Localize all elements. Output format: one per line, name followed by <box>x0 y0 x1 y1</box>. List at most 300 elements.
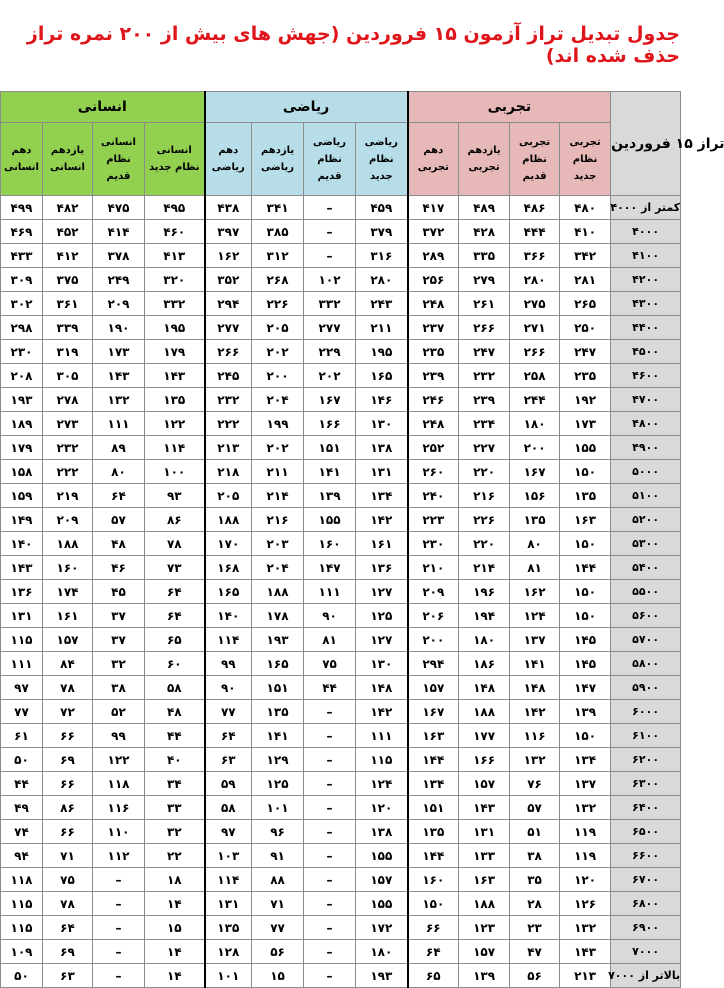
cell-tajrobi-11: ۱۳۳ <box>459 844 510 868</box>
cell-taraz: ۶۷۰۰ <box>611 868 681 892</box>
cell-riazi-10: ۹۰ <box>205 676 252 700</box>
cell-riazi-old: – <box>304 964 356 988</box>
cell-tajrobi-11: ۱۳۹ <box>459 964 510 988</box>
cell-ensani-10: ۱۱۵ <box>1 892 43 916</box>
cell-riazi-11: ۲۲۶ <box>252 292 304 316</box>
cell-tajrobi-new: ۳۴۲ <box>560 244 611 268</box>
cell-tajrobi-new: ۱۳۵ <box>560 484 611 508</box>
table-row <box>1 940 681 964</box>
cell-tajrobi-new: ۱۴۴ <box>560 556 611 580</box>
cell-riazi-10: ۱۳۱ <box>205 892 252 916</box>
cell-taraz: ۶۱۰۰ <box>611 724 681 748</box>
cell-riazi-new: ۱۲۷ <box>356 628 408 652</box>
cell-ensani-11: ۷۸ <box>43 676 93 700</box>
table-row <box>1 796 681 820</box>
cell-ensani-new: ۷۳ <box>145 556 205 580</box>
cell-ensani-10: ۴۹ <box>1 796 43 820</box>
cell-riazi-new: ۳۱۶ <box>356 244 408 268</box>
cell-ensani-11: ۷۱ <box>43 844 93 868</box>
cell-riazi-11: ۷۷ <box>252 916 304 940</box>
cell-tajrobi-new: ۱۱۹ <box>560 844 611 868</box>
cell-ensani-new: ۴۰ <box>145 748 205 772</box>
cell-ensani-old: ۳۷۸ <box>93 244 145 268</box>
cell-tajrobi-old: ۱۳۷ <box>510 628 560 652</box>
cell-ensani-old: ۳۷ <box>93 628 145 652</box>
cell-tajrobi-11: ۱۸۸ <box>459 892 510 916</box>
cell-tajrobi-new: ۱۴۵ <box>560 628 611 652</box>
table-row <box>1 844 681 868</box>
cell-riazi-11: ۳۸۵ <box>252 220 304 244</box>
cell-riazi-new: ۱۵۷ <box>356 868 408 892</box>
table-row <box>1 244 681 268</box>
taraz-column-header: تراز ۱۵ فروردین <box>611 92 681 196</box>
cell-riazi-new: ۱۳۶ <box>356 556 408 580</box>
table-row <box>1 580 681 604</box>
cell-tajrobi-11: ۱۷۷ <box>459 724 510 748</box>
cell-riazi-old: – <box>304 748 356 772</box>
cell-taraz: ۴۰۰۰ <box>611 220 681 244</box>
table-row <box>1 292 681 316</box>
cell-riazi-11: ۲۰۲ <box>252 340 304 364</box>
cell-riazi-new: ۱۲۵ <box>356 604 408 628</box>
table-row <box>1 676 681 700</box>
cell-riazi-new: ۲۴۳ <box>356 292 408 316</box>
cell-riazi-11: ۲۱۶ <box>252 508 304 532</box>
cell-tajrobi-old: ۳۵ <box>510 868 560 892</box>
cell-riazi-10: ۲۰۵ <box>205 484 252 508</box>
cell-ensani-old: – <box>93 892 145 916</box>
table-row <box>1 964 681 988</box>
cell-tajrobi-11: ۲۷۹ <box>459 268 510 292</box>
cell-ensani-old: ۶۴ <box>93 484 145 508</box>
cell-riazi-new: ۱۱۵ <box>356 748 408 772</box>
cell-ensani-old: – <box>93 868 145 892</box>
cell-ensani-new: ۵۸ <box>145 676 205 700</box>
cell-tajrobi-old: ۸۰ <box>510 532 560 556</box>
cell-riazi-10: ۶۳ <box>205 748 252 772</box>
cell-riazi-new: ۱۹۵ <box>356 340 408 364</box>
cell-riazi-old: – <box>304 196 356 220</box>
cell-tajrobi-old: ۲۶۶ <box>510 340 560 364</box>
table-row <box>1 508 681 532</box>
cell-ensani-new: ۴۴ <box>145 724 205 748</box>
cell-ensani-11: ۴۸۲ <box>43 196 93 220</box>
cell-riazi-10: ۱۴۰ <box>205 604 252 628</box>
cell-taraz: ۵۴۰۰ <box>611 556 681 580</box>
cell-ensani-10: ۷۴ <box>1 820 43 844</box>
cell-riazi-old: ۲۷۷ <box>304 316 356 340</box>
cell-tajrobi-new: ۴۱۰ <box>560 220 611 244</box>
table-row <box>1 220 681 244</box>
cell-ensani-new: ۶۰ <box>145 652 205 676</box>
cell-riazi-old: – <box>304 820 356 844</box>
cell-ensani-11: ۳۰۵ <box>43 364 93 388</box>
cell-riazi-new: ۲۱۱ <box>356 316 408 340</box>
cell-riazi-10: ۷۷ <box>205 700 252 724</box>
cell-tajrobi-old: ۳۸ <box>510 844 560 868</box>
cell-tajrobi-new: ۱۳۴ <box>560 748 611 772</box>
cell-taraz: ۴۷۰۰ <box>611 388 681 412</box>
cell-taraz: بالاتر از ۷۰۰۰ <box>611 964 681 988</box>
table-row <box>1 892 681 916</box>
cell-ensani-11: ۳۱۹ <box>43 340 93 364</box>
cell-ensani-11: ۲۲۲ <box>43 460 93 484</box>
cell-ensani-11: ۱۸۸ <box>43 532 93 556</box>
cell-ensani-11: ۴۱۲ <box>43 244 93 268</box>
cell-tajrobi-old: ۱۴۸ <box>510 676 560 700</box>
cell-riazi-10: ۱۱۴ <box>205 628 252 652</box>
cell-tajrobi-10: ۶۵ <box>408 964 459 988</box>
cell-riazi-old: ۷۵ <box>304 652 356 676</box>
cell-riazi-old: – <box>304 868 356 892</box>
cell-ensani-10: ۳۰۹ <box>1 268 43 292</box>
cell-riazi-11: ۱۳۵ <box>252 700 304 724</box>
cell-ensani-11: ۳۶۱ <box>43 292 93 316</box>
cell-ensani-11: ۱۷۴ <box>43 580 93 604</box>
cell-ensani-10: ۱۵۹ <box>1 484 43 508</box>
cell-taraz: ۴۵۰۰ <box>611 340 681 364</box>
cell-ensani-new: ۷۸ <box>145 532 205 556</box>
cell-ensani-11: ۲۰۹ <box>43 508 93 532</box>
cell-ensani-11: ۲۷۸ <box>43 388 93 412</box>
page-title: جدول تبدیل تراز آزمون ۱۵ فروردین (جهش های بیش از ۲۰۰ نمره تراز حذف شده اند) <box>26 23 680 67</box>
cell-riazi-11: ۲۰۴ <box>252 556 304 580</box>
cell-tajrobi-old: ۲۵۸ <box>510 364 560 388</box>
cell-tajrobi-10: ۱۴۴ <box>408 844 459 868</box>
cell-tajrobi-new: ۱۹۲ <box>560 388 611 412</box>
cell-riazi-new: ۱۵۵ <box>356 844 408 868</box>
cell-ensani-11: ۶۹ <box>43 940 93 964</box>
cell-riazi-old: – <box>304 916 356 940</box>
cell-riazi-10: ۲۳۲ <box>205 388 252 412</box>
cell-tajrobi-11: ۱۹۴ <box>459 604 510 628</box>
cell-riazi-old: ۱۶۶ <box>304 412 356 436</box>
cell-riazi-old: ۸۱ <box>304 628 356 652</box>
cell-riazi-new: ۱۴۶ <box>356 388 408 412</box>
cell-ensani-10: ۲۹۸ <box>1 316 43 340</box>
cell-ensani-10: ۶۱ <box>1 724 43 748</box>
subheader-ensani-10: دهم انسانی <box>1 123 43 196</box>
cell-ensani-old: ۵۲ <box>93 700 145 724</box>
cell-ensani-new: ۳۳۲ <box>145 292 205 316</box>
cell-ensani-10: ۱۱۱ <box>1 652 43 676</box>
cell-riazi-old: ۱۵۵ <box>304 508 356 532</box>
table-row <box>1 412 681 436</box>
cell-tajrobi-new: ۱۴۷ <box>560 676 611 700</box>
cell-taraz: ۶۸۰۰ <box>611 892 681 916</box>
cell-tajrobi-old: ۴۴۴ <box>510 220 560 244</box>
cell-ensani-11: ۶۶ <box>43 724 93 748</box>
cell-tajrobi-new: ۲۴۷ <box>560 340 611 364</box>
cell-riazi-10: ۱۶۲ <box>205 244 252 268</box>
cell-tajrobi-old: ۵۶ <box>510 964 560 988</box>
cell-tajrobi-new: ۱۳۲ <box>560 916 611 940</box>
cell-tajrobi-old: ۱۳۵ <box>510 508 560 532</box>
table-row <box>1 316 681 340</box>
cell-ensani-old: – <box>93 916 145 940</box>
group-riazi-header: ریاضی <box>205 92 408 123</box>
cell-tajrobi-10: ۲۰۰ <box>408 628 459 652</box>
cell-ensani-new: ۳۴ <box>145 772 205 796</box>
cell-tajrobi-10: ۱۶۳ <box>408 724 459 748</box>
cell-ensani-new: ۴۱۳ <box>145 244 205 268</box>
cell-riazi-10: ۹۷ <box>205 820 252 844</box>
cell-riazi-11: ۱۵ <box>252 964 304 988</box>
cell-riazi-new: ۳۷۹ <box>356 220 408 244</box>
cell-taraz: ۶۳۰۰ <box>611 772 681 796</box>
cell-tajrobi-11: ۴۲۸ <box>459 220 510 244</box>
cell-riazi-old: – <box>304 724 356 748</box>
cell-tajrobi-new: ۲۵۰ <box>560 316 611 340</box>
cell-taraz: ۴۲۰۰ <box>611 268 681 292</box>
group-ensani-header: انسانی <box>1 92 205 123</box>
cell-riazi-10: ۱۶۵ <box>205 580 252 604</box>
cell-tajrobi-10: ۲۹۴ <box>408 652 459 676</box>
cell-ensani-old: ۸۹ <box>93 436 145 460</box>
cell-riazi-10: ۱۱۴ <box>205 868 252 892</box>
cell-tajrobi-new: ۱۵۵ <box>560 436 611 460</box>
cell-ensani-10: ۱۳۶ <box>1 580 43 604</box>
cell-tajrobi-old: ۵۱ <box>510 820 560 844</box>
cell-tajrobi-10: ۱۴۴ <box>408 748 459 772</box>
cell-taraz: ۵۶۰۰ <box>611 604 681 628</box>
cell-ensani-new: ۱۴ <box>145 892 205 916</box>
cell-tajrobi-10: ۲۳۷ <box>408 316 459 340</box>
cell-tajrobi-11: ۲۲۶ <box>459 508 510 532</box>
cell-taraz: ۴۶۰۰ <box>611 364 681 388</box>
cell-tajrobi-old: ۲۸ <box>510 892 560 916</box>
cell-ensani-11: ۶۹ <box>43 748 93 772</box>
cell-tajrobi-old: ۱۵۶ <box>510 484 560 508</box>
cell-tajrobi-old: ۱۴۱ <box>510 652 560 676</box>
cell-tajrobi-old: ۵۷ <box>510 796 560 820</box>
cell-riazi-new: ۱۶۵ <box>356 364 408 388</box>
cell-ensani-old: ۱۱۲ <box>93 844 145 868</box>
cell-tajrobi-11: ۱۴۳ <box>459 796 510 820</box>
cell-ensani-10: ۱۹۳ <box>1 388 43 412</box>
cell-riazi-10: ۶۴ <box>205 724 252 748</box>
cell-ensani-new: ۱۴ <box>145 940 205 964</box>
cell-riazi-old: ۱۳۹ <box>304 484 356 508</box>
cell-tajrobi-11: ۱۴۸ <box>459 676 510 700</box>
cell-riazi-10: ۳۹۷ <box>205 220 252 244</box>
cell-riazi-new: ۱۳۱ <box>356 460 408 484</box>
cell-tajrobi-11: ۲۶۱ <box>459 292 510 316</box>
cell-riazi-11: ۱۸۸ <box>252 580 304 604</box>
subheader-riazi-new: ریاضی نظام جدید <box>356 123 408 196</box>
cell-riazi-new: ۱۵۵ <box>356 892 408 916</box>
cell-riazi-old: – <box>304 796 356 820</box>
cell-tajrobi-10: ۱۶۷ <box>408 700 459 724</box>
cell-riazi-old: – <box>304 700 356 724</box>
cell-tajrobi-new: ۱۶۳ <box>560 508 611 532</box>
cell-ensani-old: ۴۱۴ <box>93 220 145 244</box>
cell-riazi-old: – <box>304 772 356 796</box>
cell-ensani-10: ۵۰ <box>1 748 43 772</box>
cell-ensani-11: ۶۶ <box>43 820 93 844</box>
cell-tajrobi-old: ۱۱۶ <box>510 724 560 748</box>
cell-riazi-old: – <box>304 844 356 868</box>
cell-riazi-new: ۱۷۲ <box>356 916 408 940</box>
cell-ensani-old: ۱۳۲ <box>93 388 145 412</box>
table-row <box>1 820 681 844</box>
cell-riazi-new: ۱۴۸ <box>356 676 408 700</box>
table-row <box>1 652 681 676</box>
cell-ensani-new: ۱۷۹ <box>145 340 205 364</box>
cell-tajrobi-old: ۷۶ <box>510 772 560 796</box>
cell-riazi-10: ۲۴۵ <box>205 364 252 388</box>
cell-taraz: ۴۳۰۰ <box>611 292 681 316</box>
cell-tajrobi-11: ۲۲۰ <box>459 532 510 556</box>
cell-ensani-10: ۱۸۹ <box>1 412 43 436</box>
cell-tajrobi-old: ۱۶۲ <box>510 580 560 604</box>
cell-tajrobi-11: ۲۲۰ <box>459 460 510 484</box>
cell-riazi-new: ۱۴۲ <box>356 508 408 532</box>
cell-tajrobi-new: ۲۸۱ <box>560 268 611 292</box>
cell-tajrobi-10: ۶۶ <box>408 916 459 940</box>
cell-riazi-10: ۳۵۲ <box>205 268 252 292</box>
cell-ensani-11: ۷۵ <box>43 868 93 892</box>
cell-riazi-old: ۳۳۲ <box>304 292 356 316</box>
cell-ensani-11: ۲۳۲ <box>43 436 93 460</box>
cell-riazi-new: ۱۹۳ <box>356 964 408 988</box>
cell-tajrobi-11: ۱۶۶ <box>459 748 510 772</box>
cell-tajrobi-old: ۲۸۰ <box>510 268 560 292</box>
cell-tajrobi-10: ۳۷۲ <box>408 220 459 244</box>
cell-ensani-old: ۳۷ <box>93 604 145 628</box>
cell-riazi-10: ۲۷۷ <box>205 316 252 340</box>
cell-riazi-11: ۲۰۲ <box>252 436 304 460</box>
cell-tajrobi-11: ۱۳۱ <box>459 820 510 844</box>
cell-tajrobi-10: ۲۱۰ <box>408 556 459 580</box>
cell-tajrobi-old: ۲۰۰ <box>510 436 560 460</box>
cell-tajrobi-10: ۲۵۲ <box>408 436 459 460</box>
cell-tajrobi-old: ۳۶۶ <box>510 244 560 268</box>
cell-riazi-new: ۱۳۴ <box>356 484 408 508</box>
cell-riazi-new: ۱۳۸ <box>356 436 408 460</box>
cell-ensani-10: ۹۷ <box>1 676 43 700</box>
group-header-row <box>1 92 681 123</box>
cell-ensani-old: – <box>93 964 145 988</box>
cell-ensani-old: ۲۴۹ <box>93 268 145 292</box>
cell-tajrobi-10: ۱۵۷ <box>408 676 459 700</box>
cell-riazi-11: ۱۲۹ <box>252 748 304 772</box>
cell-tajrobi-new: ۱۵۰ <box>560 532 611 556</box>
cell-tajrobi-10: ۲۳۰ <box>408 532 459 556</box>
cell-ensani-10: ۱۵۸ <box>1 460 43 484</box>
cell-ensani-11: ۴۵۲ <box>43 220 93 244</box>
cell-tajrobi-old: ۲۳ <box>510 916 560 940</box>
cell-taraz: ۶۴۰۰ <box>611 796 681 820</box>
cell-riazi-new: ۱۱۱ <box>356 724 408 748</box>
table-row <box>1 484 681 508</box>
cell-riazi-11: ۲۰۴ <box>252 388 304 412</box>
cell-tajrobi-new: ۱۵۰ <box>560 460 611 484</box>
cell-ensani-old: ۱۱۱ <box>93 412 145 436</box>
cell-riazi-old: ۲۰۲ <box>304 364 356 388</box>
table-row <box>1 556 681 580</box>
cell-tajrobi-new: ۱۵۰ <box>560 724 611 748</box>
cell-riazi-new: ۱۴۲ <box>356 700 408 724</box>
cell-ensani-10: ۱۴۳ <box>1 556 43 580</box>
cell-taraz: ۶۵۰۰ <box>611 820 681 844</box>
cell-taraz: ۴۹۰۰ <box>611 436 681 460</box>
cell-ensani-new: ۱۹۵ <box>145 316 205 340</box>
cell-ensani-10: ۱۱۵ <box>1 916 43 940</box>
cell-riazi-new: ۱۲۷ <box>356 580 408 604</box>
table-row <box>1 268 681 292</box>
cell-riazi-11: ۹۱ <box>252 844 304 868</box>
cell-riazi-10: ۴۳۸ <box>205 196 252 220</box>
cell-ensani-10: ۲۳۰ <box>1 340 43 364</box>
cell-riazi-11: ۳۴۱ <box>252 196 304 220</box>
table-row <box>1 700 681 724</box>
cell-riazi-11: ۱۵۱ <box>252 676 304 700</box>
cell-riazi-10: ۱۰۱ <box>205 964 252 988</box>
cell-tajrobi-11: ۲۳۴ <box>459 412 510 436</box>
cell-riazi-old: – <box>304 220 356 244</box>
table-row <box>1 772 681 796</box>
cell-tajrobi-old: ۱۲۴ <box>510 604 560 628</box>
cell-taraz: کمتر از ۴۰۰۰ <box>611 196 681 220</box>
cell-ensani-old: ۸۰ <box>93 460 145 484</box>
cell-ensani-11: ۶۴ <box>43 916 93 940</box>
cell-tajrobi-11: ۱۵۷ <box>459 772 510 796</box>
cell-riazi-10: ۱۷۰ <box>205 532 252 556</box>
table-row <box>1 532 681 556</box>
conversion-table <box>0 91 724 988</box>
cell-riazi-10: ۲۱۳ <box>205 436 252 460</box>
cell-riazi-10: ۱۸۸ <box>205 508 252 532</box>
cell-ensani-new: ۴۶۰ <box>145 220 205 244</box>
cell-tajrobi-old: ۱۴۲ <box>510 700 560 724</box>
cell-tajrobi-10: ۱۳۴ <box>408 772 459 796</box>
cell-tajrobi-old: ۲۴۴ <box>510 388 560 412</box>
cell-tajrobi-11: ۱۵۷ <box>459 940 510 964</box>
cell-tajrobi-old: ۲۷۵ <box>510 292 560 316</box>
cell-tajrobi-old: ۸۱ <box>510 556 560 580</box>
table-row <box>1 364 681 388</box>
cell-tajrobi-new: ۲۶۵ <box>560 292 611 316</box>
cell-ensani-new: ۶۴ <box>145 604 205 628</box>
cell-riazi-new: ۱۳۰ <box>356 412 408 436</box>
subheader-tajrobi-old: تجربی نظام قدیم <box>510 123 560 196</box>
cell-tajrobi-11: ۲۳۹ <box>459 388 510 412</box>
subheader-ensani-new: انسانی نظام جدید <box>145 123 205 196</box>
cell-ensani-old: ۱۱۰ <box>93 820 145 844</box>
cell-ensani-11: ۳۳۹ <box>43 316 93 340</box>
cell-ensani-new: ۹۳ <box>145 484 205 508</box>
cell-riazi-new: ۱۶۱ <box>356 532 408 556</box>
cell-tajrobi-10: ۱۶۰ <box>408 868 459 892</box>
cell-ensani-old: ۱۴۳ <box>93 364 145 388</box>
cell-tajrobi-11: ۲۶۶ <box>459 316 510 340</box>
cell-tajrobi-new: ۴۸۰ <box>560 196 611 220</box>
cell-tajrobi-new: ۲۱۳ <box>560 964 611 988</box>
cell-riazi-11: ۲۰۳ <box>252 532 304 556</box>
cell-riazi-old: – <box>304 892 356 916</box>
cell-tajrobi-10: ۱۳۵ <box>408 820 459 844</box>
cell-tajrobi-11: ۲۱۴ <box>459 556 510 580</box>
subheader-tajrobi-11: یازدهم تجربی <box>459 123 510 196</box>
cell-tajrobi-old: ۴۷ <box>510 940 560 964</box>
cell-tajrobi-10: ۴۱۷ <box>408 196 459 220</box>
cell-ensani-10: ۴۶۹ <box>1 220 43 244</box>
cell-tajrobi-11: ۱۸۶ <box>459 652 510 676</box>
cell-taraz: ۵۷۰۰ <box>611 628 681 652</box>
cell-riazi-old: – <box>304 940 356 964</box>
table-row <box>1 916 681 940</box>
